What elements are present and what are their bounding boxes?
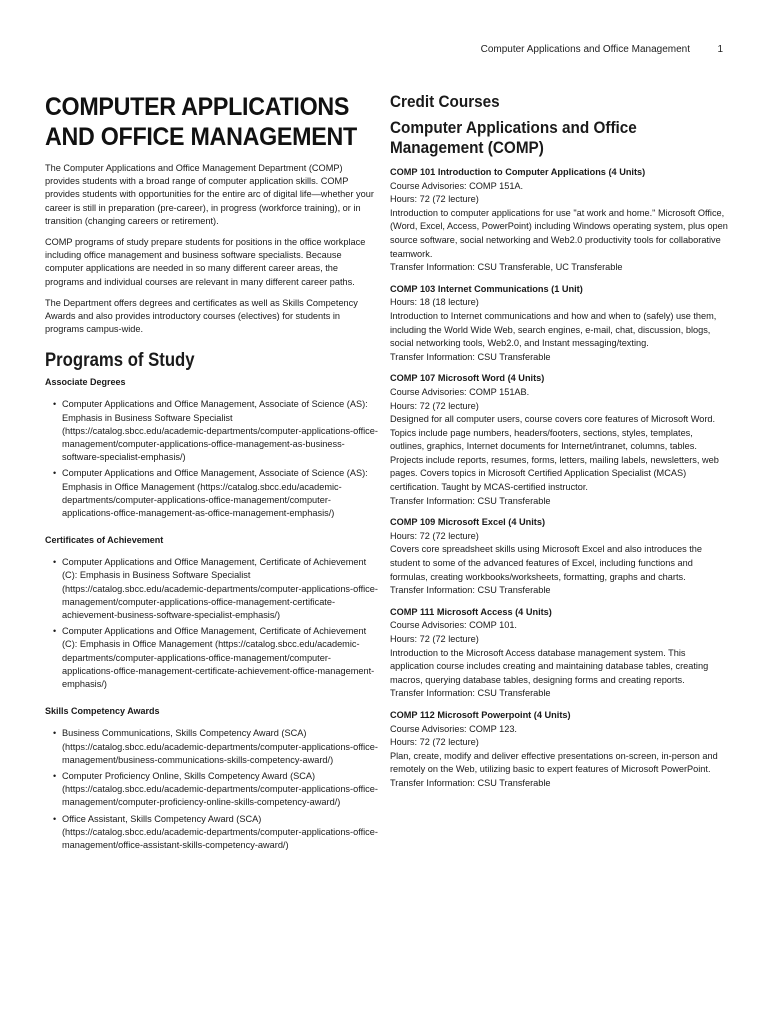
- program-link[interactable]: [53, 398, 378, 464]
- program-link-text[interactable]: Computer Applications and Office Management, Certificate of Achievement (C): Emphasis in Business Software Specialist (https://catalog.sbcc.edu/academic-departments/computer-applications-office-management/computer-applications-office-management-certificate-achievement-business-software-specialist-emphasis/): [62, 557, 378, 621]
- course-detail: Hours: 18 (18 lecture): [390, 297, 479, 308]
- credit-courses-heading: Credit Courses: [390, 92, 500, 111]
- bullet-icon: •: [53, 728, 57, 739]
- program-link[interactable]: [53, 556, 378, 622]
- course-entry: [390, 283, 728, 365]
- course-detail: Hours: 72 (72 lecture): [390, 194, 479, 205]
- course-title: COMP 107 Microsoft Word (4 Units): [390, 373, 545, 384]
- page-title-line-1: COMPUTER APPLICATIONS: [45, 93, 350, 121]
- course-detail: Transfer Information: CSU Transferable: [390, 495, 551, 506]
- intro-paragraph: The Computer Applications and Office Management Department (COMP) provides students with a broad range of computer application skills. COMP provides students with opportunities for the entire arc of digital life—whether your career is still in preparation (pre-career), in progress (workforce training), or in transition (changing careers or retirement).: [45, 163, 374, 226]
- course-entry: [390, 516, 728, 598]
- course-detail: Introduction to computer applications for use "at work and home." Microsoft Office, (Word, Excel, Access, PowerPoint) including Windows operating system, plus open source software, social networking and Web2.0 productivity tools for collaborative teamwork.: [390, 207, 728, 259]
- intro-section: [45, 162, 378, 336]
- course-detail: Introduction to Internet communications and how and when to (safely) use them, including the World Wide Web, search engines, e-mail, chat, discussion, blogs, social networking tools, Web2.0, and Instant messaging/texting.: [390, 310, 717, 349]
- course-detail: Course Advisories: COMP 151A.: [390, 180, 524, 191]
- course-detail: Transfer Information: CSU Transferable: [390, 351, 551, 362]
- page-header: [0, 44, 768, 60]
- course-detail: Covers core spreadsheet skills using Microsoft Excel and also introduces the student to some of the advanced features of Excel, including functions and formulas, creating workbooks/worksheets, formatting, graphs and charts.: [390, 544, 703, 582]
- intro-paragraph: COMP programs of study prepare students for positions in the office workplace including office management and business software specialists. Because computer applications are needed in so many different career areas, the programs and individual courses are relevant in many different career paths.: [45, 237, 366, 287]
- bullet-icon: •: [53, 626, 57, 637]
- course-detail: Course Advisories: COMP 101.: [390, 620, 517, 631]
- associate-degrees-heading: Associate Degrees: [45, 377, 126, 388]
- page-number: 1: [717, 44, 723, 55]
- course-list: [390, 166, 728, 791]
- course-detail: Hours: 72 (72 lecture): [390, 400, 479, 411]
- course-detail: Transfer Information: CSU Transferable, UC Transferable: [390, 262, 623, 273]
- bullet-icon: •: [53, 813, 57, 824]
- program-link-text[interactable]: Computer Applications and Office Management, Associate of Science (AS): Emphasis in Business Software Specialist (https://catalog.sbcc.edu/academic-departments/computer-applications-office-management/computer-applications-office-management-as-business-software-specialist-emphasis/): [62, 399, 378, 463]
- page-title: [45, 92, 355, 152]
- program-link[interactable]: [53, 727, 378, 767]
- bullet-icon: •: [53, 770, 57, 781]
- program-link[interactable]: [53, 467, 378, 520]
- course-title: COMP 101 Introduction to Computer Applications (4 Units): [390, 167, 646, 177]
- certificates-list: [45, 556, 378, 691]
- program-link-text[interactable]: Office Assistant, Skills Competency Award (SCA) (https://catalog.sbcc.edu/academic-departments/computer-applications-office-management/office-assistant-skills-competency-award/): [62, 813, 378, 850]
- course-detail: Hours: 72 (72 lecture): [390, 634, 479, 644]
- running-header-title: Computer Applications and Office Management: [480, 44, 690, 55]
- certificates-heading: Certificates of Achievement: [45, 535, 164, 546]
- course-title: COMP 112 Microsoft Powerpoint (4 Units): [390, 709, 571, 720]
- course-detail: Course Advisories: COMP 123.: [390, 723, 517, 734]
- course-detail: Course Advisories: COMP 151AB.: [390, 386, 530, 397]
- bullet-icon: •: [53, 468, 57, 479]
- course-detail: Hours: 72 (72 lecture): [390, 737, 479, 748]
- program-link[interactable]: [53, 770, 378, 810]
- program-link[interactable]: [53, 813, 378, 853]
- program-link[interactable]: [53, 625, 378, 691]
- intro-paragraph: The Department offers degrees and certificates as well as Skills Competency Awards and also provides introductory courses (electives) for students in programs campus-wide.: [45, 297, 358, 335]
- program-link-text[interactable]: Computer Proficiency Online, Skills Competency Award (SCA) (https://catalog.sbcc.edu/academic-departments/computer-applications-office-management/computer-proficiency-online-skills-competency-award/): [62, 770, 378, 808]
- programs-of-study-heading: Programs of Study: [45, 350, 195, 372]
- course-detail: Plan, create, modify and deliver effective presentations on-screen, in-person and remotely on the Web, utilizing basic to expert features of Microsoft PowerPoint.: [390, 750, 718, 775]
- course-detail: Introduction to the Microsoft Access database management system. This application course includes creating and maintaining database tables, creating macros, querying database tables, designing forms and creating reports.: [390, 647, 709, 685]
- department-courses-heading: Computer Applications and Office Management (COMP): [390, 118, 637, 157]
- skills-awards-list: [45, 727, 378, 852]
- bullet-icon: •: [53, 399, 57, 410]
- program-link-text[interactable]: Business Communications, Skills Competency Award (SCA) (https://catalog.sbcc.edu/academic-departments/computer-applications-office-management/business-communications-skills-competency-award/): [62, 728, 378, 765]
- associate-degrees-list: [45, 398, 378, 520]
- course-detail: Designed for all computer users, course covers core features of Microsoft Word. Topics include page numbers, headers/footers, sections, styles, templates, outlines, graphics, Internet documents for Internet/intranet, columns, tables. Projects include reports, resumes, forms, letters, mailing labels, newsletters, web pages. Covers topics in Microsoft Certified Application Specialist (MCAS) certification. Taught by MCAS-certified instructor.: [390, 414, 719, 493]
- course-entry: [390, 372, 728, 508]
- skills-awards-heading: Skills Competency Awards: [45, 706, 160, 717]
- course-detail: Transfer Information: CSU Transferable: [390, 585, 551, 596]
- course-detail: Transfer Information: CSU Transferable: [390, 688, 551, 699]
- program-link-text[interactable]: Computer Applications and Office Management, Associate of Science (AS): Emphasis in Office Management (https://catalog.sbcc.edu/academic-departments/computer-applications-office-management/computer-applications-office-management-as-office-management-emphasis/): [62, 468, 368, 519]
- course-entry: [390, 606, 728, 701]
- course-entry: [390, 166, 728, 275]
- course-title: COMP 109 Microsoft Excel (4 Units): [390, 517, 546, 528]
- program-link-text[interactable]: Computer Applications and Office Management, Certificate of Achievement (C): Emphasis in Office Management (https://catalog.sbcc.edu/academic-departments/computer-applications-office-management/computer-applications-office-management-certificate-achievement-office-management-emphasis/): [62, 626, 375, 690]
- course-detail: Transfer Information: CSU Transferable: [390, 777, 551, 788]
- page-title-line-2: AND OFFICE MANAGEMENT: [45, 123, 357, 151]
- right-column: [390, 92, 728, 799]
- left-column: [45, 92, 378, 866]
- bullet-icon: •: [53, 557, 57, 568]
- course-detail: Hours: 72 (72 lecture): [390, 530, 479, 541]
- course-title: COMP 111 Microsoft Access (4 Units): [390, 606, 552, 617]
- course-entry: [390, 709, 728, 791]
- course-title: COMP 103 Internet Communications (1 Unit): [390, 283, 583, 294]
